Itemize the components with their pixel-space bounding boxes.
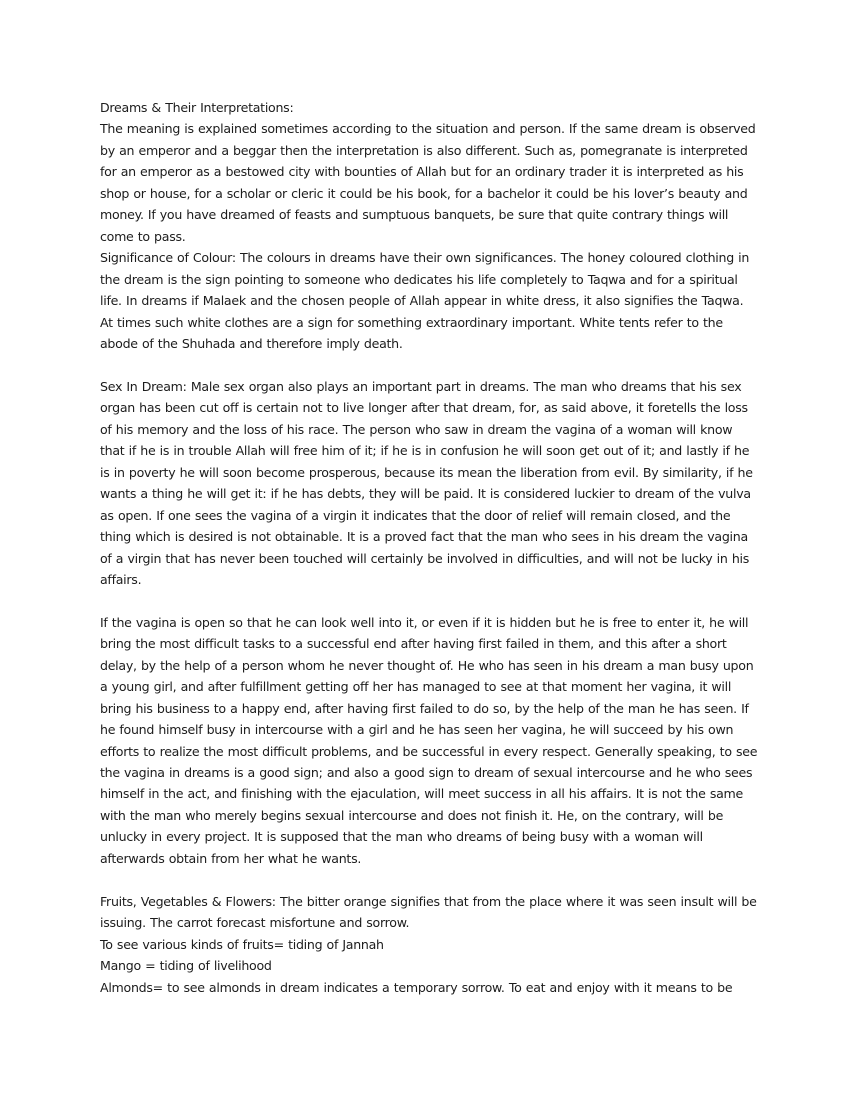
intro-paragraph: The meaning is explained sometimes according to the situation and person. If the same dream is observed by an emperor and a beggar then the interpretation is also different. Such as, pomegranate is interpreted for an emperor as a bestowed city with bounties of Allah but for an ordinary trader it is interpreted as his shop or house, for a scholar or cleric it could be his book, for a bachelor it could be his lover’s beauty and money. If you have dreamed of feasts and sumptuous banquets, be sure that quite contrary things will come to pass. <box>100 121 756 244</box>
fruits-paragraph: Fruits, Vegetables & Flowers: The bitter orange signifies that from the place where it was seen insult will be issuing. The carrot forecast misfortune and sorrow. <box>100 893 757 931</box>
colour-paragraph: Significance of Colour: The colours in dreams have their own significances. The honey coloured clothing in the dream is the sign pointing to someone who dedicates his life completely to Taqwa and for a spiritual life. In dreams if Malaek and the chosen people of Allah appear in white dress, it also signifies the Taqwa. At times such white clothes are a sign for something extraordinary important. White tents refer to the abode of the Shuhada and therefore imply death. <box>100 250 750 351</box>
vagina-open-paragraph: If the vagina is open so that he can look well into it, or even if it is hidden but he is free to enter it, he will bring the most difficult tasks to a successful end after having first failed in them, and this after a short delay, by the help of a person whom he never thought of. He who has seen in his dream a man busy upon a young girl, and after fulfillment getting off her has managed to see at that moment her vagina, it will bring his business to a happy end, after having first failed to do so, by the help of the man he has seen. If he found himself busy in intercourse with a girl and he has seen her vagina, he will succeed by his own efforts to realize the most difficult problems, and be successful in every respect. Generally speaking, to see the vagina in dreams is a good sign; and also a good sign to dream of sexual intercourse and he who sees himself in the act, and finishing with the ejaculation, will meet success in all his affairs. It is not the same with the man who merely begins sexual intercourse and does not finish it. He, on the contrary, will be unlucky in every project. It is supposed that the man who dreams of being busy with a woman will afterwards obtain from her what he wants. <box>100 614 758 866</box>
paragraph-spacer <box>100 590 760 611</box>
sex-in-dream-paragraph: Sex In Dream: Male sex organ also plays an important part in dreams. The man who dreams that his sex organ has been cut off is certain not to live longer after that dream, for, as said above, it foretells the loss of his memory and the loss of his race. The person who saw in dream the vagina of a woman will know that if he is in trouble Allah will free him of it; if he is in confusion he will soon get out of it; and lastly if he is in poverty he will soon become prosperous, because its mean the liberation from evil. By similarity, if he wants a thing he will get it: if he has debts, they will be paid. It is considered luckier to dream of the vulva as open. If one sees the vagina of a virgin it indicates that the door of relief will remain closed, and the thing which is desired is not obtainable. It is a proved fact that the man who sees in his dream the vagina of a virgin that has never been touched will certainly be involved in difficulties, and will not be lucky in his affairs. <box>100 378 753 587</box>
paragraph-spacer <box>100 354 760 375</box>
paragraph-spacer <box>100 869 760 890</box>
almonds-line: Almonds= to see almonds in dream indicates a temporary sorrow. To eat and enjoy with it means to be <box>100 979 733 995</box>
section-heading: Dreams & Their Interpretations: <box>100 100 294 115</box>
fruits-kinds-line: To see various kinds of fruits= tiding of Jannah <box>100 936 384 952</box>
document-page <box>100 97 760 998</box>
mango-line: Mango = tiding of livelihood <box>100 958 272 974</box>
